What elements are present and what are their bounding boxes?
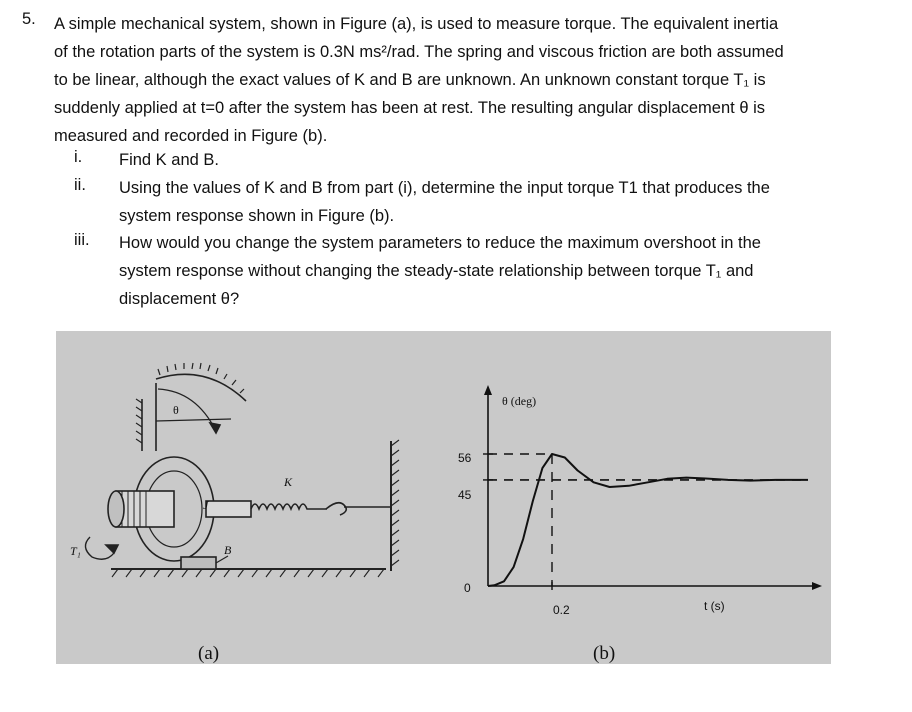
question-line: to be linear, although the exact values of K and B are unknown. An unknown constant torque T₁ is bbox=[54, 71, 766, 89]
figure-b-caption: (b) bbox=[593, 643, 616, 664]
response-plot bbox=[484, 385, 822, 590]
part-i-label: i. bbox=[74, 148, 83, 166]
y-axis-label: θ (deg) bbox=[502, 394, 537, 408]
mechanical-system-diagram bbox=[85, 363, 399, 577]
question-line: measured and recorded in Figure (b). bbox=[54, 127, 328, 145]
part-line: displacement θ? bbox=[119, 290, 240, 308]
theta-arc bbox=[158, 389, 216, 431]
question-text bbox=[54, 10, 866, 150]
theta-label: θ bbox=[173, 403, 179, 417]
part-line: Find K and B. bbox=[119, 151, 219, 169]
part-line: system response shown in Figure (b). bbox=[119, 207, 395, 225]
figure-a-caption: (a) bbox=[198, 643, 220, 664]
question-number: 5. bbox=[22, 10, 36, 28]
spring-label: K bbox=[284, 475, 293, 489]
figure-svg bbox=[56, 331, 831, 664]
y-tick-label-56: 56 bbox=[458, 451, 472, 465]
part-line: How would you change the system parameters to reduce the maximum overshoot in the bbox=[119, 234, 761, 252]
response-curve-line bbox=[488, 454, 808, 586]
part-ii-label: ii. bbox=[74, 176, 86, 194]
inertia-label: J bbox=[203, 498, 209, 512]
part-ii-text bbox=[119, 174, 866, 230]
y-tick-label-45: 45 bbox=[458, 488, 472, 502]
question-line: suddenly applied at t=0 after the system has been at rest. The resulting angular displacement θ is bbox=[54, 99, 765, 117]
part-line: Using the values of K and B from part (i), determine the input torque T1 that produces the bbox=[119, 179, 770, 197]
part-iii-text bbox=[119, 229, 866, 313]
x-axis-arrowhead bbox=[812, 582, 822, 590]
damper-label: B bbox=[224, 543, 232, 557]
x-axis-label: t (s) bbox=[704, 599, 725, 613]
x-tick-label-0-2: 0.2 bbox=[553, 603, 570, 617]
part-iii-label: iii. bbox=[74, 231, 90, 249]
theta-arrowhead bbox=[210, 423, 220, 433]
part-i-text bbox=[119, 146, 866, 174]
question-line: A simple mechanical system, shown in Figure (a), is used to measure torque. The equivalent inertia bbox=[54, 15, 779, 33]
y-tick-label-0: 0 bbox=[464, 581, 471, 595]
scale-arc bbox=[156, 374, 246, 401]
plot-marks bbox=[483, 454, 808, 590]
question-line: of the rotation parts of the system is 0.3N ms²/rad. The spring and viscous friction are both assumed bbox=[54, 43, 784, 61]
torque-label: T₁ bbox=[70, 544, 81, 558]
figure-photo bbox=[56, 331, 831, 664]
y-axis-arrowhead bbox=[484, 385, 492, 395]
part-line: system response without changing the steady-state relationship between torque T₁ and bbox=[119, 262, 754, 280]
spring-coil bbox=[251, 504, 327, 509]
